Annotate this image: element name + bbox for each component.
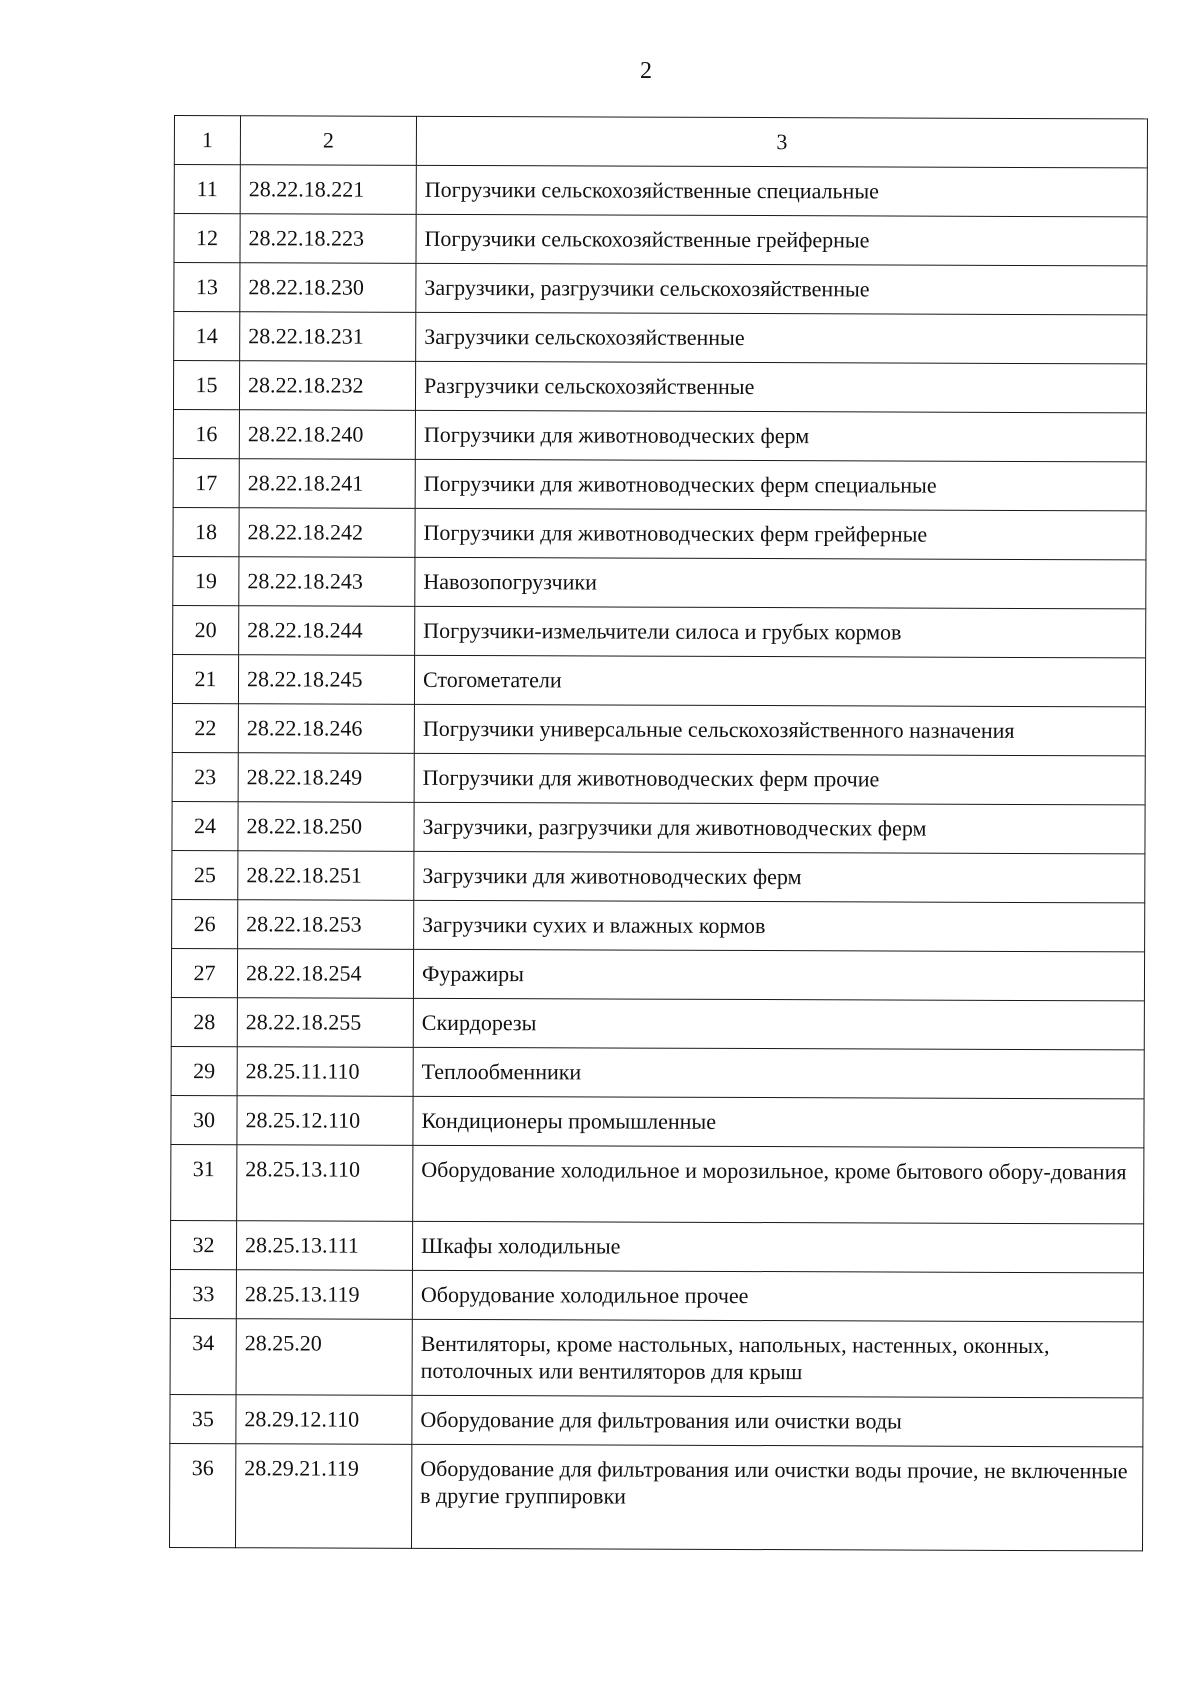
row-code: 28.25.13.119 (236, 1270, 412, 1320)
table-row (173, 605, 1146, 657)
row-name: Погрузчики сельскохозяйственные грейферные (416, 214, 1147, 266)
row-name: Погрузчики для животноводческих ферм грейферные (415, 508, 1146, 560)
row-number: 36 (169, 1443, 235, 1547)
row-name: Оборудование холодильное прочее (412, 1270, 1143, 1322)
row-code: 28.22.18.232 (239, 361, 415, 411)
row-code: 28.22.18.240 (239, 410, 415, 460)
row-code: 28.22.18.242 (239, 508, 415, 558)
column-header-code: 2 (240, 116, 416, 166)
row-number: 20 (173, 605, 239, 654)
row-number: 30 (171, 1095, 237, 1144)
row-code: 28.22.18.254 (237, 949, 413, 999)
table-row (172, 801, 1145, 853)
table-row (173, 507, 1146, 559)
row-number: 26 (172, 899, 238, 948)
row-number: 16 (173, 409, 239, 458)
row-name: Фуражиры (413, 949, 1144, 1001)
row-number: 19 (173, 556, 239, 605)
table-row (174, 312, 1147, 364)
table-row (172, 654, 1145, 706)
row-name: Теплообменники (413, 1047, 1144, 1099)
row-number: 21 (172, 654, 238, 703)
column-header-name: 3 (416, 116, 1147, 168)
page-number: 2 (640, 58, 652, 84)
row-number: 14 (174, 312, 240, 361)
row-number: 12 (174, 214, 240, 263)
row-code: 28.22.18.255 (237, 998, 413, 1048)
table-row (171, 1046, 1144, 1098)
table-row (171, 1144, 1144, 1223)
table-row (169, 1443, 1142, 1550)
row-code: 28.22.18.243 (239, 557, 415, 607)
row-code: 28.22.18.230 (240, 263, 416, 313)
row-number: 11 (174, 165, 240, 214)
table-row (170, 1394, 1143, 1446)
table-row (173, 556, 1146, 608)
row-number: 24 (172, 801, 238, 850)
row-name: Шкафы холодильные (412, 1221, 1143, 1273)
row-name: Скирдорезы (413, 998, 1144, 1050)
row-code: 28.22.18.245 (238, 655, 414, 705)
row-name: Погрузчики для животноводческих ферм специальные (415, 459, 1146, 511)
table-row (170, 1220, 1143, 1272)
row-number: 25 (172, 850, 238, 899)
table-row (172, 703, 1145, 755)
row-name: Погрузчики универсальные сельскохозяйственного назначения (414, 704, 1145, 756)
row-name: Навозопогрузчики (415, 557, 1146, 609)
row-name: Погрузчики для животноводческих ферм прочие (414, 753, 1145, 805)
table-row (174, 263, 1147, 315)
row-code: 28.22.18.246 (238, 704, 414, 754)
table-row (174, 165, 1147, 217)
table-row (171, 997, 1144, 1049)
table-row (173, 361, 1146, 413)
row-code: 28.22.18.249 (238, 753, 414, 803)
row-code: 28.22.18.221 (240, 165, 416, 215)
row-code: 28.25.13.111 (236, 1221, 412, 1271)
table-row (170, 1318, 1143, 1397)
row-number: 28 (171, 997, 237, 1046)
row-number: 22 (172, 703, 238, 752)
table-row (170, 1269, 1143, 1321)
row-number: 32 (170, 1220, 236, 1269)
row-number: 33 (170, 1269, 236, 1318)
table-row (171, 948, 1144, 1000)
row-number: 29 (171, 1046, 237, 1095)
row-name: Погрузчики сельскохозяйственные специальные (416, 165, 1147, 217)
row-number: 17 (173, 458, 239, 507)
row-name: Оборудование для фильтрования или очистки воды прочие, не включенные в другие группировки (411, 1444, 1142, 1551)
row-code: 28.22.18.231 (240, 312, 416, 362)
row-name: Загрузчики сельскохозяйственные (416, 312, 1147, 364)
row-number: 35 (170, 1394, 236, 1443)
table-row (172, 899, 1145, 951)
row-code: 28.25.11.110 (237, 1047, 413, 1097)
table-row (173, 409, 1146, 461)
row-name: Загрузчики сухих и влажных кормов (414, 900, 1145, 952)
row-code: 28.25.12.110 (237, 1096, 413, 1146)
row-code: 28.22.18.253 (238, 900, 414, 950)
classification-table (169, 115, 1148, 1551)
row-name: Оборудование для фильтрования или очистки воды (412, 1395, 1143, 1447)
row-name: Оборудование холодильное и морозильное, кроме бытового обору-дования (413, 1145, 1144, 1224)
row-code: 28.29.21.119 (235, 1444, 411, 1549)
row-code: 28.22.18.244 (239, 606, 415, 656)
row-number: 13 (174, 263, 240, 312)
table-row (172, 752, 1145, 804)
row-number: 34 (170, 1318, 236, 1394)
row-name: Разгрузчики сельскохозяйственные (415, 361, 1146, 413)
row-name: Погрузчики для животноводческих ферм (415, 410, 1146, 462)
row-number: 18 (173, 507, 239, 556)
row-number: 31 (171, 1144, 237, 1220)
table-row (172, 850, 1145, 902)
row-name: Загрузчики для животноводческих ферм (414, 851, 1145, 903)
row-name: Стогометатели (414, 655, 1145, 707)
row-number: 15 (173, 361, 239, 410)
row-code: 28.22.18.251 (238, 851, 414, 901)
row-code: 28.22.18.241 (239, 459, 415, 509)
row-name: Загрузчики, разгрузчики сельскохозяйственные (416, 263, 1147, 315)
row-code: 28.22.18.250 (238, 802, 414, 852)
row-code: 28.22.18.223 (240, 214, 416, 264)
row-code: 28.25.20 (236, 1319, 412, 1396)
row-name: Загрузчики, разгрузчики для животноводческих ферм (414, 802, 1145, 854)
column-header-number: 1 (174, 116, 240, 165)
row-name: Кондиционеры промышленные (413, 1096, 1144, 1148)
table-row (171, 1095, 1144, 1147)
row-code: 28.25.13.110 (237, 1145, 413, 1222)
table-row (173, 458, 1146, 510)
row-number: 23 (172, 752, 238, 801)
row-name: Погрузчики-измельчители силоса и грубых кормов (415, 606, 1146, 658)
table-row (174, 214, 1147, 266)
row-number: 27 (171, 948, 237, 997)
row-name: Вентиляторы, кроме настольных, напольных, настенных, оконных, потолочных или вентиляторов для крыш (412, 1319, 1143, 1398)
row-code: 28.29.12.110 (236, 1395, 412, 1445)
table-header-row (174, 116, 1147, 168)
